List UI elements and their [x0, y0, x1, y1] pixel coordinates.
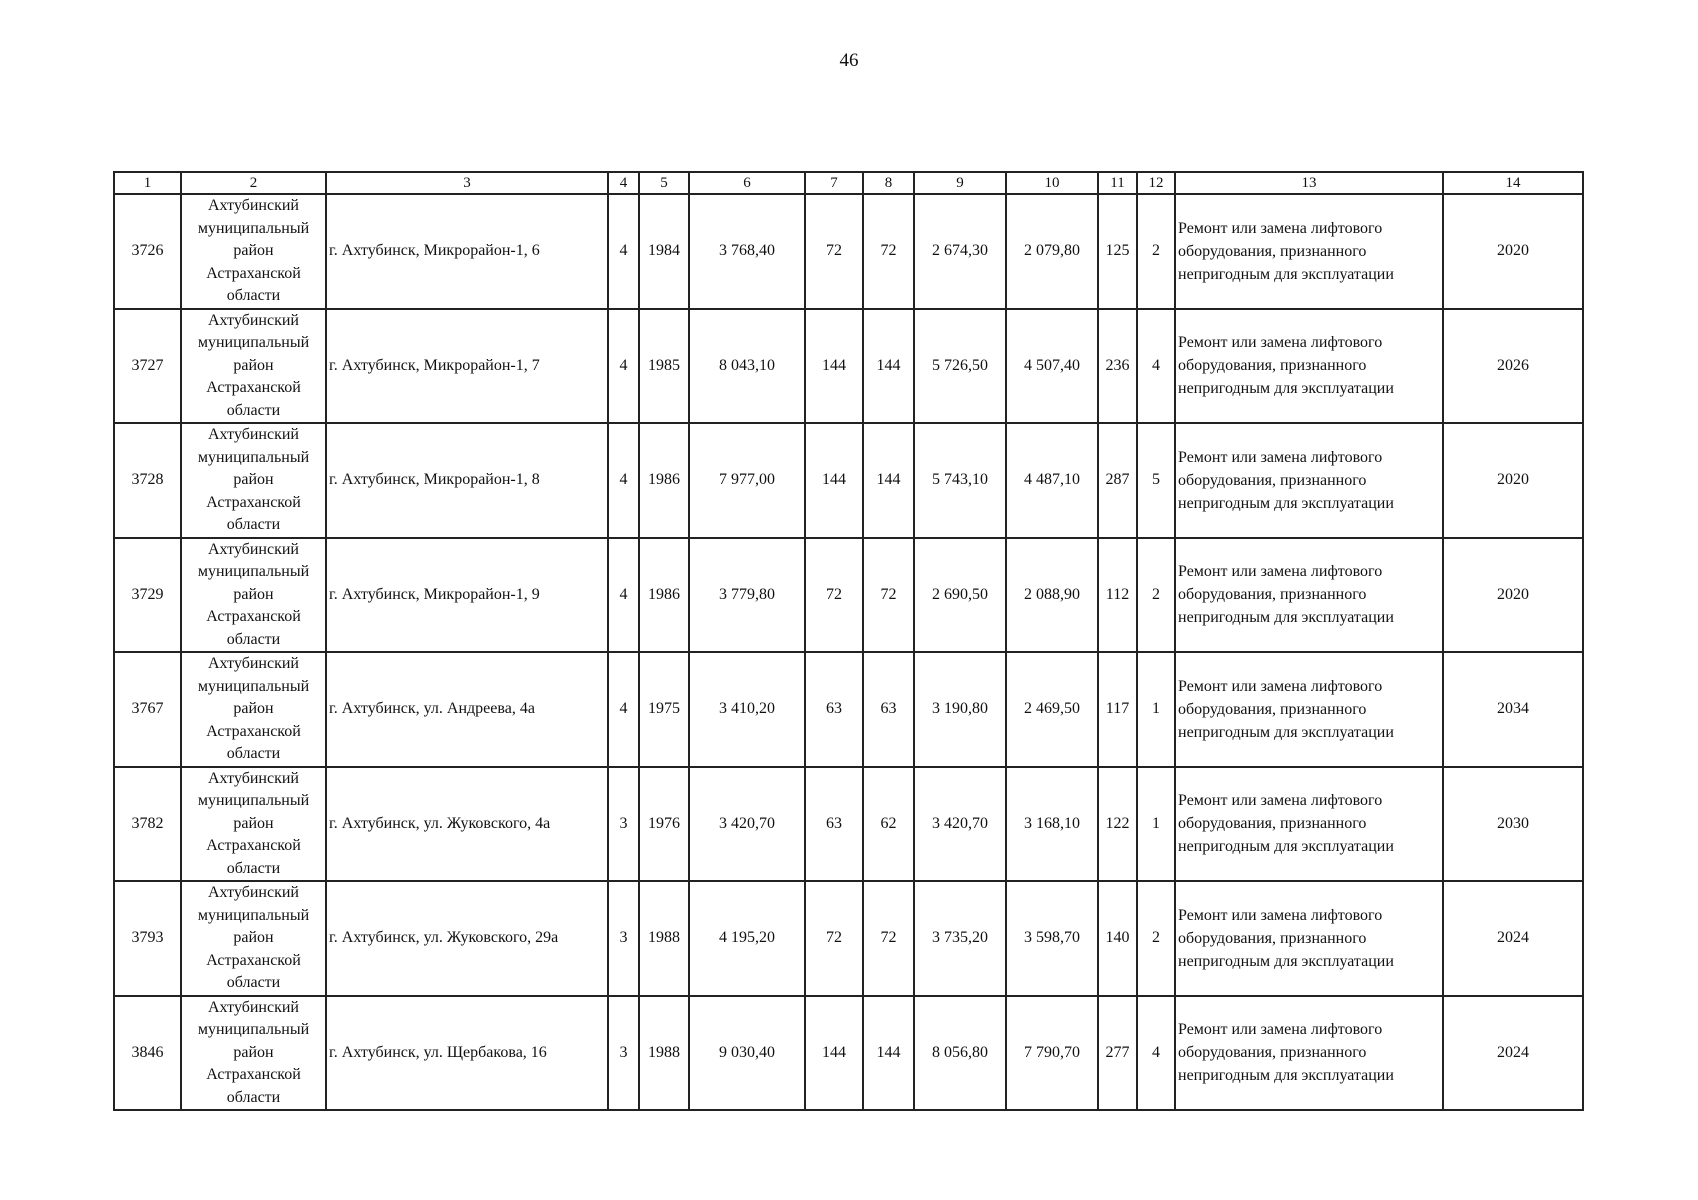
- cell-address: г. Ахтубинск, Микрорайон-1, 9: [326, 538, 608, 653]
- cell-col9: 2 690,50: [914, 538, 1006, 653]
- cell-work-type: Ремонт или замена лифтового оборудования, признанного непригодным для эксплуатации: [1175, 194, 1443, 309]
- cell-address: г. Ахтубинск, Микрорайон-1, 6: [326, 194, 608, 309]
- cell-year: 2024: [1443, 996, 1583, 1111]
- cell-col11: 277: [1098, 996, 1137, 1111]
- cell-col7: 72: [805, 881, 863, 996]
- cell-col8: 72: [863, 881, 914, 996]
- cell-id: 3846: [114, 996, 181, 1111]
- cell-work-type: Ремонт или замена лифтового оборудования, признанного непригодным для эксплуатации: [1175, 538, 1443, 653]
- header-row: [114, 172, 1583, 194]
- cell-col11: 125: [1098, 194, 1137, 309]
- cell-col8: 144: [863, 423, 914, 538]
- cell-id: 3729: [114, 538, 181, 653]
- cell-address: г. Ахтубинск, ул. Жуковского, 4а: [326, 767, 608, 882]
- cell-work-type: Ремонт или замена лифтового оборудования, признанного непригодным для эксплуатации: [1175, 423, 1443, 538]
- table-row: [114, 309, 1583, 424]
- cell-work-type: Ремонт или замена лифтового оборудования, признанного непригодным для эксплуатации: [1175, 881, 1443, 996]
- table-row: [114, 194, 1583, 309]
- cell-work-type: Ремонт или замена лифтового оборудования, признанного непригодным для эксплуатации: [1175, 996, 1443, 1111]
- cell-district: Ахтубинский муниципальный район Астраханской области: [181, 652, 326, 767]
- cell-col6: 3 420,70: [689, 767, 805, 882]
- cell-year: 2026: [1443, 309, 1583, 424]
- cell-col6: 3 410,20: [689, 652, 805, 767]
- cell-col4: 4: [608, 309, 639, 424]
- cell-col7: 144: [805, 996, 863, 1111]
- cell-id: 3793: [114, 881, 181, 996]
- cell-col11: 236: [1098, 309, 1137, 424]
- column-header: 3: [326, 172, 608, 194]
- cell-col9: 3 735,20: [914, 881, 1006, 996]
- table-row: [114, 767, 1583, 882]
- column-header: 14: [1443, 172, 1583, 194]
- column-header: 7: [805, 172, 863, 194]
- cell-col7: 72: [805, 194, 863, 309]
- cell-col5: 1985: [639, 309, 689, 424]
- cell-col4: 3: [608, 881, 639, 996]
- cell-address: г. Ахтубинск, ул. Щербакова, 16: [326, 996, 608, 1111]
- cell-col7: 144: [805, 423, 863, 538]
- cell-address: г. Ахтубинск, ул. Андреева, 4а: [326, 652, 608, 767]
- cell-col5: 1975: [639, 652, 689, 767]
- table-row: [114, 652, 1583, 767]
- cell-year: 2024: [1443, 881, 1583, 996]
- cell-address: г. Ахтубинск, ул. Жуковского, 29а: [326, 881, 608, 996]
- cell-col10: 2 469,50: [1006, 652, 1098, 767]
- cell-col8: 72: [863, 194, 914, 309]
- cell-col10: 4 487,10: [1006, 423, 1098, 538]
- cell-col8: 144: [863, 309, 914, 424]
- cell-col7: 63: [805, 767, 863, 882]
- cell-district: Ахтубинский муниципальный район Астраханской области: [181, 881, 326, 996]
- cell-address: г. Ахтубинск, Микрорайон-1, 8: [326, 423, 608, 538]
- cell-col6: 3 779,80: [689, 538, 805, 653]
- cell-year: 2020: [1443, 423, 1583, 538]
- cell-district: Ахтубинский муниципальный район Астраханской области: [181, 767, 326, 882]
- cell-col8: 63: [863, 652, 914, 767]
- column-header: 10: [1006, 172, 1098, 194]
- cell-col6: 9 030,40: [689, 996, 805, 1111]
- cell-work-type: Ремонт или замена лифтового оборудования, признанного непригодным для эксплуатации: [1175, 309, 1443, 424]
- cell-col11: 140: [1098, 881, 1137, 996]
- cell-work-type: Ремонт или замена лифтового оборудования, признанного непригодным для эксплуатации: [1175, 652, 1443, 767]
- cell-col5: 1986: [639, 423, 689, 538]
- table-row: [114, 881, 1583, 996]
- cell-col12: 1: [1137, 652, 1175, 767]
- cell-col12: 1: [1137, 767, 1175, 882]
- column-header: 4: [608, 172, 639, 194]
- cell-year: 2030: [1443, 767, 1583, 882]
- cell-col6: 7 977,00: [689, 423, 805, 538]
- cell-col5: 1988: [639, 881, 689, 996]
- page-number: 46: [839, 50, 859, 71]
- cell-col4: 4: [608, 538, 639, 653]
- cell-district: Ахтубинский муниципальный район Астраханской области: [181, 423, 326, 538]
- cell-col4: 4: [608, 423, 639, 538]
- table-row: [114, 996, 1583, 1111]
- cell-col6: 8 043,10: [689, 309, 805, 424]
- cell-col5: 1976: [639, 767, 689, 882]
- cell-col6: 3 768,40: [689, 194, 805, 309]
- cell-col4: 4: [608, 194, 639, 309]
- column-header: 1: [114, 172, 181, 194]
- cell-col10: 3 168,10: [1006, 767, 1098, 882]
- cell-col4: 4: [608, 652, 639, 767]
- cell-col12: 2: [1137, 881, 1175, 996]
- column-header: 2: [181, 172, 326, 194]
- cell-col8: 144: [863, 996, 914, 1111]
- cell-col12: 2: [1137, 194, 1175, 309]
- registry-table: [113, 171, 1584, 1111]
- column-header: 6: [689, 172, 805, 194]
- cell-col7: 63: [805, 652, 863, 767]
- cell-col12: 2: [1137, 538, 1175, 653]
- cell-district: Ахтубинский муниципальный район Астраханской области: [181, 194, 326, 309]
- cell-id: 3782: [114, 767, 181, 882]
- cell-district: Ахтубинский муниципальный район Астраханской области: [181, 309, 326, 424]
- table-row: [114, 538, 1583, 653]
- cell-col9: 5 726,50: [914, 309, 1006, 424]
- cell-col12: 5: [1137, 423, 1175, 538]
- column-header: 8: [863, 172, 914, 194]
- column-header: 12: [1137, 172, 1175, 194]
- cell-col9: 2 674,30: [914, 194, 1006, 309]
- cell-id: 3727: [114, 309, 181, 424]
- cell-col11: 287: [1098, 423, 1137, 538]
- cell-col7: 72: [805, 538, 863, 653]
- cell-district: Ахтубинский муниципальный район Астраханской области: [181, 996, 326, 1111]
- cell-col9: 3 420,70: [914, 767, 1006, 882]
- cell-id: 3726: [114, 194, 181, 309]
- cell-col12: 4: [1137, 309, 1175, 424]
- cell-col5: 1988: [639, 996, 689, 1111]
- cell-year: 2020: [1443, 194, 1583, 309]
- column-header: 9: [914, 172, 1006, 194]
- cell-year: 2034: [1443, 652, 1583, 767]
- cell-id: 3767: [114, 652, 181, 767]
- cell-col5: 1984: [639, 194, 689, 309]
- cell-col12: 4: [1137, 996, 1175, 1111]
- cell-col9: 8 056,80: [914, 996, 1006, 1111]
- cell-col10: 3 598,70: [1006, 881, 1098, 996]
- cell-col8: 62: [863, 767, 914, 882]
- cell-col4: 3: [608, 767, 639, 882]
- cell-col9: 5 743,10: [914, 423, 1006, 538]
- cell-district: Ахтубинский муниципальный район Астраханской области: [181, 538, 326, 653]
- cell-col4: 3: [608, 996, 639, 1111]
- cell-col5: 1986: [639, 538, 689, 653]
- cell-col10: 2 088,90: [1006, 538, 1098, 653]
- cell-col11: 122: [1098, 767, 1137, 882]
- cell-col10: 4 507,40: [1006, 309, 1098, 424]
- column-header: 13: [1175, 172, 1443, 194]
- cell-work-type: Ремонт или замена лифтового оборудования, признанного непригодным для эксплуатации: [1175, 767, 1443, 882]
- table-row: [114, 423, 1583, 538]
- cell-address: г. Ахтубинск, Микрорайон-1, 7: [326, 309, 608, 424]
- cell-col8: 72: [863, 538, 914, 653]
- cell-col7: 144: [805, 309, 863, 424]
- cell-col9: 3 190,80: [914, 652, 1006, 767]
- cell-col11: 117: [1098, 652, 1137, 767]
- cell-col10: 2 079,80: [1006, 194, 1098, 309]
- cell-col10: 7 790,70: [1006, 996, 1098, 1111]
- column-header: 11: [1098, 172, 1137, 194]
- cell-year: 2020: [1443, 538, 1583, 653]
- column-header: 5: [639, 172, 689, 194]
- cell-id: 3728: [114, 423, 181, 538]
- cell-col11: 112: [1098, 538, 1137, 653]
- cell-col6: 4 195,20: [689, 881, 805, 996]
